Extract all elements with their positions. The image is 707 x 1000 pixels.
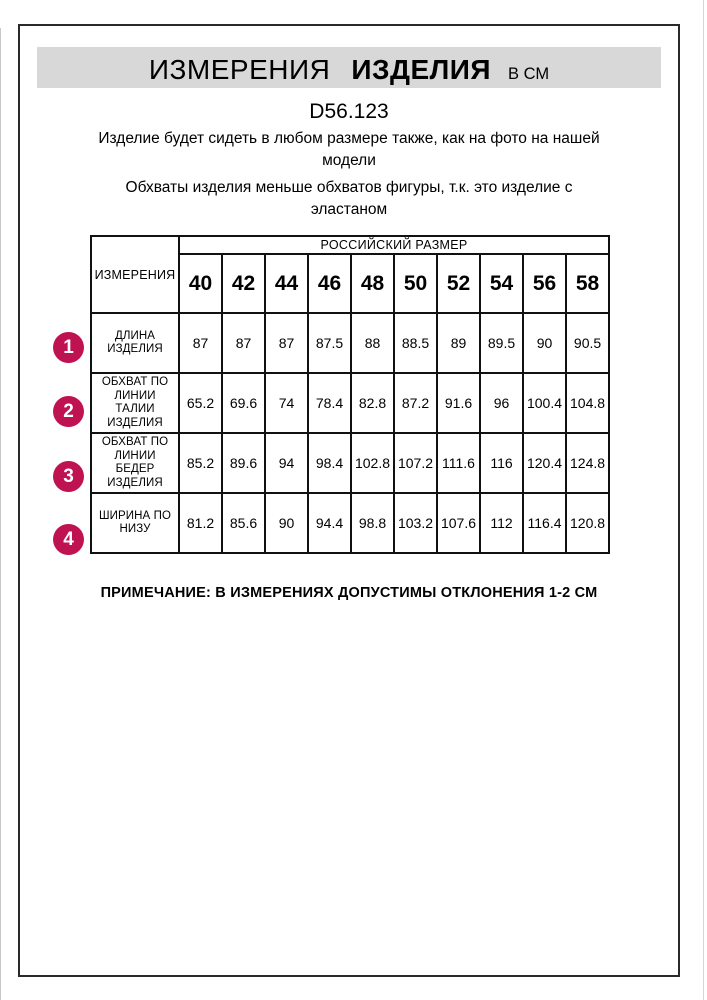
value-cell: 87.5 — [308, 313, 351, 373]
value-cell: 90.5 — [566, 313, 609, 373]
table-row — [91, 433, 609, 493]
row-number-badge: 2 — [53, 396, 84, 427]
row-number-badge: 3 — [53, 461, 84, 492]
value-cell: 100.4 — [523, 373, 566, 433]
value-cell: 98.4 — [308, 433, 351, 493]
size-header-40: 40 — [179, 254, 222, 313]
table-row — [91, 313, 609, 373]
size-header-42: 42 — [222, 254, 265, 313]
value-cell: 120.4 — [523, 433, 566, 493]
page-title-unit: В СМ — [508, 65, 550, 83]
value-cell: 91.6 — [437, 373, 480, 433]
title-bar — [37, 47, 661, 88]
value-cell: 107.6 — [437, 493, 480, 553]
size-header-46: 46 — [308, 254, 351, 313]
size-header-52: 52 — [437, 254, 480, 313]
value-cell: 90 — [523, 313, 566, 373]
row-label: ШИРИНА ПО НИЗУ — [91, 493, 179, 553]
tolerance-footnote: ПРИМЕЧАНИЕ: В ИЗМЕРЕНИЯХ ДОПУСТИМЫ ОТКЛОНЕНИЯ 1-2 СМ — [100, 585, 598, 601]
scan-edge-left — [0, 28, 1, 1000]
value-cell: 87 — [222, 313, 265, 373]
scan-edge-right — [703, 0, 704, 1000]
value-cell: 103.2 — [394, 493, 437, 553]
value-cell: 74 — [265, 373, 308, 433]
row-label: ОБХВАТ ПО ЛИНИИ ТАЛИИ ИЗДЕЛИЯ — [91, 373, 179, 433]
fit-note: Изделие будет сидеть в любом размере также, как на фото на нашей модели — [98, 130, 600, 169]
table-row — [91, 373, 609, 433]
corner-header: ИЗМЕРЕНИЯ — [91, 236, 179, 313]
value-cell: 85.2 — [179, 433, 222, 493]
size-header-54: 54 — [480, 254, 523, 313]
row-label: ОБХВАТ ПО ЛИНИИ БЕДЕР ИЗДЕЛИЯ — [91, 433, 179, 493]
table-row — [91, 493, 609, 553]
size-header-44: 44 — [265, 254, 308, 313]
value-cell: 116.4 — [523, 493, 566, 553]
size-header-56: 56 — [523, 254, 566, 313]
size-header-58: 58 — [566, 254, 609, 313]
value-cell: 65.2 — [179, 373, 222, 433]
value-cell: 87 — [265, 313, 308, 373]
value-cell: 107.2 — [394, 433, 437, 493]
value-cell: 102.8 — [351, 433, 394, 493]
size-header-48: 48 — [351, 254, 394, 313]
value-cell: 90 — [265, 493, 308, 553]
value-cell: 88 — [351, 313, 394, 373]
value-cell: 124.8 — [566, 433, 609, 493]
value-cell: 104.8 — [566, 373, 609, 433]
value-cell: 85.6 — [222, 493, 265, 553]
value-cell: 94 — [265, 433, 308, 493]
value-cell: 94.4 — [308, 493, 351, 553]
elastane-note: Обхваты изделия меньше обхватов фигуры, т.к. это изделие с эластаном — [125, 179, 573, 218]
group-header-row — [91, 236, 609, 254]
row-number-badge: 1 — [53, 332, 84, 363]
value-cell: 69.6 — [222, 373, 265, 433]
value-cell: 88.5 — [394, 313, 437, 373]
value-cell: 96 — [480, 373, 523, 433]
size-header-50: 50 — [394, 254, 437, 313]
size-table — [90, 235, 610, 554]
page-title-product: ИЗДЕЛИЯ — [351, 54, 492, 85]
value-cell: 87 — [179, 313, 222, 373]
value-cell: 87.2 — [394, 373, 437, 433]
model-code: D56.123 — [309, 100, 389, 123]
value-cell: 89 — [437, 313, 480, 373]
group-header: РОССИЙСКИЙ РАЗМЕР — [179, 236, 609, 254]
value-cell: 82.8 — [351, 373, 394, 433]
row-number-badge: 4 — [53, 524, 84, 555]
value-cell: 78.4 — [308, 373, 351, 433]
page-title-measurements: ИЗМЕРЕНИЯ — [148, 54, 331, 85]
value-cell: 111.6 — [437, 433, 480, 493]
value-cell: 89.5 — [480, 313, 523, 373]
value-cell: 116 — [480, 433, 523, 493]
value-cell: 112 — [480, 493, 523, 553]
row-label: ДЛИНА ИЗДЕЛИЯ — [91, 313, 179, 373]
value-cell: 120.8 — [566, 493, 609, 553]
value-cell: 89.6 — [222, 433, 265, 493]
value-cell: 98.8 — [351, 493, 394, 553]
value-cell: 81.2 — [179, 493, 222, 553]
